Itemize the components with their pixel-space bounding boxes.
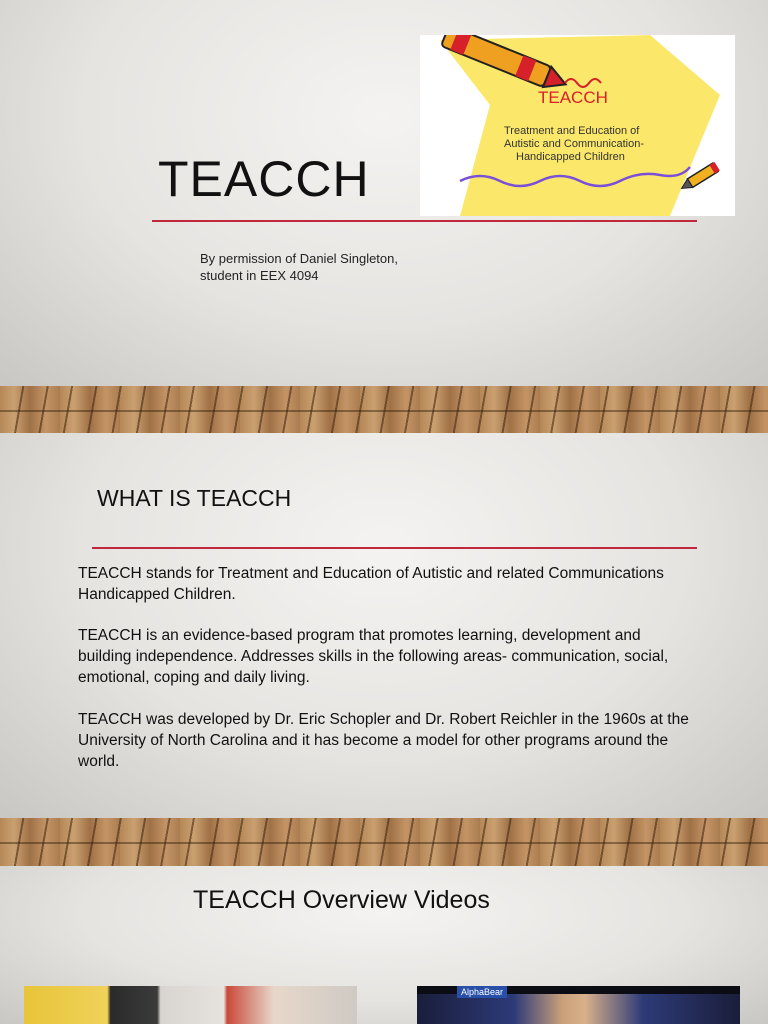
overview-videos-slide	[0, 866, 768, 1024]
slide-title: TEACCH Overview Videos	[193, 886, 490, 914]
what-is-teacch-slide	[0, 433, 768, 818]
video-channel-tag: AlphaBear	[457, 986, 507, 998]
logo-heading: TEACCH	[538, 88, 608, 107]
logo-line-3: Handicapped Children	[516, 151, 625, 163]
paragraph: TEACCH was developed by Dr. Eric Schopler and Dr. Robert Reichler in the 1960s at the University of North Carolina and it has become a model for other programs around the world.	[78, 711, 689, 770]
teacch-logo-image	[420, 35, 735, 216]
wood-divider	[0, 386, 768, 433]
title-divider	[152, 220, 697, 222]
slide-title: WHAT IS TEACCH	[97, 485, 292, 511]
video-thumbnail[interactable]	[24, 986, 357, 1024]
paragraph: TEACCH stands for Treatment and Education of Autistic and related Communications Handicapped Children.	[78, 565, 664, 603]
title-slide	[0, 0, 768, 386]
video-thumbnail[interactable]	[417, 986, 740, 1024]
wood-divider	[0, 818, 768, 866]
logo-line-1: Treatment and Education of	[504, 125, 640, 137]
slide-subtitle	[200, 250, 398, 284]
slide-title: TEACCH	[158, 151, 370, 207]
subtitle-line-2: student in EEX 4094	[200, 268, 319, 283]
teacch-logo-graphic	[420, 35, 735, 216]
title-divider	[92, 547, 697, 549]
paragraph: TEACCH is an evidence-based program that promotes learning, development and building independence. Addresses skills in the following areas- communication, social, emotional, coping and daily living.	[78, 627, 669, 686]
video-frame	[417, 994, 740, 1024]
subtitle-line-1: By permission of Daniel Singleton,	[200, 251, 398, 266]
logo-line-2: Autistic and Communication-	[504, 138, 645, 150]
